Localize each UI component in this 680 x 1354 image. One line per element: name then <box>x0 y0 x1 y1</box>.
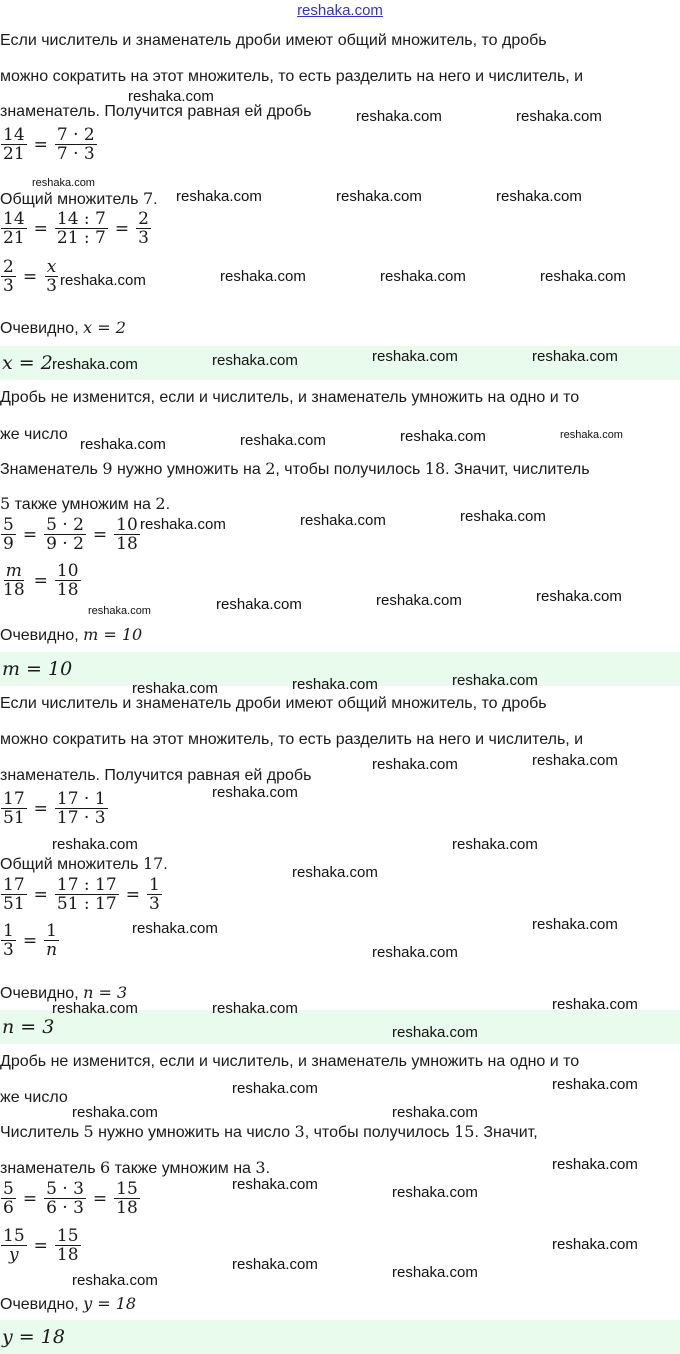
watermark: reshaka.com <box>216 596 302 613</box>
watermark: reshaka.com <box>356 108 442 125</box>
watermark: reshaka.com <box>372 944 458 961</box>
watermark: reshaka.com <box>336 188 422 205</box>
paragraph-line: можно сократить на этот множитель, то есть разделить на него и числитель, и <box>0 68 584 85</box>
watermark: reshaka.com <box>460 508 546 525</box>
watermark: reshaka.com <box>52 356 138 373</box>
watermark: reshaka.com <box>552 1156 638 1173</box>
paragraph-line: Если числитель и знаменатель дроби имеют общий множитель, то дробь <box>0 695 547 712</box>
watermark: reshaka.com <box>292 864 378 881</box>
watermark: reshaka.com <box>72 1104 158 1121</box>
watermark: reshaka.com <box>132 680 218 697</box>
watermark: reshaka.com <box>376 592 462 609</box>
paragraph-line: Если числитель и знаменатель дроби имеют общий множитель, то дробь <box>0 32 547 49</box>
paragraph-line: Дробь не изменится, если и числитель, и знаменатель умножить на одно и то <box>0 1053 580 1070</box>
watermark: reshaka.com <box>540 268 626 285</box>
watermark: reshaka.com <box>372 756 458 773</box>
watermark: reshaka.com <box>452 672 538 689</box>
common-factor-line: Общий множитель 7. <box>0 189 158 208</box>
watermark: reshaka.com <box>560 429 623 441</box>
watermark: reshaka.com <box>516 108 602 125</box>
watermark: reshaka.com <box>372 348 458 365</box>
answer-value: x = 2 <box>2 352 53 374</box>
watermark: reshaka.com <box>532 916 618 933</box>
paragraph-line: Дробь не изменится, если и числитель, и знаменатель умножить на одно и то <box>0 389 580 406</box>
equation: $\frac{2}{3}$ = $\frac{x}{3}$ <box>3 257 57 296</box>
site-link[interactable]: reshaka.com <box>297 2 383 19</box>
obviously-line: Очевидно, m = 10 <box>0 625 143 644</box>
obviously-line: Очевидно, x = 2 <box>0 318 126 337</box>
watermark: reshaka.com <box>392 1104 478 1121</box>
explanation-line: 5 также умножим на 2. <box>0 494 171 513</box>
answer-box <box>0 1320 680 1354</box>
equation: $\frac{14}{21}$ = $\frac{14 : 7}{21 : 7}$ = $\frac{2}{3}$ <box>3 209 149 248</box>
obviously-line: Очевидно, n = 3 <box>0 983 128 1002</box>
explanation-line: знаменатель 6 также умножим на 3. <box>0 1158 271 1177</box>
watermark: reshaka.com <box>300 512 386 529</box>
obviously-line: Очевидно, y = 18 <box>0 1294 137 1313</box>
watermark: reshaka.com <box>52 1000 138 1017</box>
watermark: reshaka.com <box>212 352 298 369</box>
watermark: reshaka.com <box>452 836 538 853</box>
watermark: reshaka.com <box>552 1236 638 1253</box>
paragraph-line: знаменатель. Получится равная ей дробь <box>0 767 312 784</box>
watermark: reshaka.com <box>128 88 214 105</box>
paragraph-line: же число <box>0 426 68 443</box>
watermark: reshaka.com <box>140 516 226 533</box>
watermark: reshaka.com <box>60 272 146 289</box>
paragraph-line: же число <box>0 1089 68 1106</box>
fraction: $\frac{14}{21}$ <box>3 125 25 164</box>
watermark: reshaka.com <box>32 177 95 189</box>
equation: $\frac{17}{51}$ = $\frac{17 \cdot 1}{17 \cdot 3}$ <box>3 789 106 828</box>
watermark: reshaka.com <box>72 1272 158 1289</box>
watermark: reshaka.com <box>212 1000 298 1017</box>
watermark: reshaka.com <box>532 348 618 365</box>
watermark: reshaka.com <box>232 1256 318 1273</box>
watermark: reshaka.com <box>292 676 378 693</box>
watermark: reshaka.com <box>552 996 638 1013</box>
watermark: reshaka.com <box>496 188 582 205</box>
watermark: reshaka.com <box>232 1176 318 1193</box>
watermark: reshaka.com <box>536 588 622 605</box>
watermark: reshaka.com <box>52 836 138 853</box>
equation: $\frac{m}{18}$ = $\frac{10}{18}$ <box>3 561 79 600</box>
watermark: reshaka.com <box>80 436 166 453</box>
explanation-line: Знаменатель 9 нужно умножить на 2, чтобы получилось 18. Значит, числитель <box>0 459 590 478</box>
equation: $\frac{14}{21}$ = $\frac{7 \cdot 2}{7 \cdot 3}$ <box>0 126 98 163</box>
watermark: reshaka.com <box>132 920 218 937</box>
fraction: $\frac{7 \cdot 2}{7 \cdot 3}$ <box>56 125 95 164</box>
common-factor-line: Общий множитель 17. <box>0 854 168 873</box>
watermark: reshaka.com <box>380 268 466 285</box>
watermark: reshaka.com <box>176 188 262 205</box>
explanation-line: Числитель 5 нужно умножить на число 3, чтобы получилось 15. Значит, <box>0 1122 538 1141</box>
equation: $\frac{17}{51}$ = $\frac{17 : 17}{51 : 17}$ = $\frac{1}{3}$ <box>3 875 160 914</box>
answer-value: y = 18 <box>2 1326 65 1348</box>
watermark: reshaka.com <box>400 428 486 445</box>
watermark: reshaka.com <box>532 752 618 769</box>
watermark: reshaka.com <box>392 1264 478 1281</box>
watermark: reshaka.com <box>212 784 298 801</box>
equation: $\frac{5}{6}$ = $\frac{5 \cdot 3}{6 \cdot 3}$ = $\frac{15}{18}$ <box>3 1179 138 1218</box>
watermark: reshaka.com <box>392 1024 478 1041</box>
watermark: reshaka.com <box>220 268 306 285</box>
paragraph-line: можно сократить на этот множитель, то есть разделить на него и числитель, и <box>0 731 584 748</box>
equation: $\frac{15}{y}$ = $\frac{15}{18}$ <box>3 1226 79 1265</box>
answer-value: m = 10 <box>2 658 73 680</box>
answer-value: n = 3 <box>2 1016 55 1038</box>
watermark: reshaka.com <box>240 432 326 449</box>
watermark: reshaka.com <box>392 1184 478 1201</box>
watermark: reshaka.com <box>232 1080 318 1097</box>
watermark: reshaka.com <box>552 1076 638 1093</box>
equation: $\frac{1}{3}$ = $\frac{1}{n}$ <box>3 921 58 960</box>
equation: $\frac{5}{9}$ = $\frac{5 \cdot 2}{9 \cdot 2}$ = $\frac{10}{18}$ <box>3 515 138 554</box>
watermark: reshaka.com <box>88 605 151 617</box>
paragraph-line: знаменатель. Получится равная ей дробь <box>0 103 312 120</box>
